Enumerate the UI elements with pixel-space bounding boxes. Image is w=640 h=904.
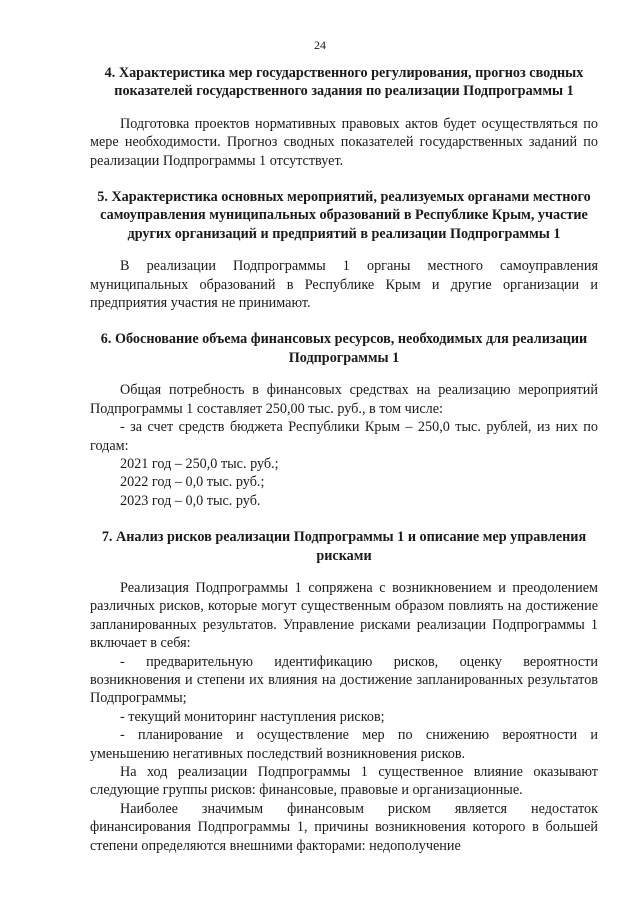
section-heading: 7. Анализ рисков реализации Подпрограммы 1 и описание мер управления рисками	[101, 529, 587, 564]
section-5	[90, 188, 598, 312]
section-heading: 5. Характеристика основных мероприятий, реализуемых органами местного самоуправления муниципальных образований в Республике Крым, участие других организаций и предприятий в реализации Подпрограммы 1	[97, 189, 591, 242]
section-heading: 6. Обоснование объема финансовых ресурсов, необходимых для реализации Подпрограммы 1	[100, 331, 588, 366]
section-6	[90, 330, 598, 510]
section-4	[90, 64, 598, 170]
paragraph: Подготовка проектов нормативных правовых актов будет осуществляться по мере необходимости. Прогноз сводных показателей государственных заданий по реализации Подпрограммы 1 отсутствует.	[90, 115, 598, 169]
paragraph: В реализации Подпрограммы 1 органы местного самоуправления муниципальных образований в Республике Крым и другие организации и предприятия участия не принимают.	[90, 258, 598, 312]
paragraph: - за счет средств бюджета Республики Крым – 250,0 тыс. рублей, из них по годам:	[90, 419, 598, 454]
year-line: 2023 год – 0,0 тыс. руб.	[120, 492, 261, 509]
paragraph: - текущий мониторинг наступления рисков;	[120, 708, 385, 725]
page-content	[90, 64, 598, 855]
paragraph: На ход реализации Подпрограммы 1 существенное влияние оказывают следующие группы рисков: финансовые, правовые и организационные.	[90, 764, 598, 799]
paragraph: Реализация Подпрограммы 1 сопряжена с возникновением и преодолением различных рисков, которые могут существенным образом повлиять на достижение запланированных результатов. Управление рисками реализации Подпрограммы 1 включает в себя:	[90, 579, 598, 652]
paragraph: Наиболее значимым финансовым риском является недостаток финансирования Подпрограммы 1, причины возникновения которого в большей степени определяются внешними факторами: недополучение	[90, 800, 598, 854]
paragraph: Общая потребность в финансовых средствах на реализацию мероприятий Подпрограммы 1 составляет 250,00 тыс. руб., в том числе:	[90, 382, 598, 417]
section-heading: 4. Характеристика мер государственного регулирования, прогноз сводных показателей государственного задания по реализации Подпрограммы 1	[104, 65, 584, 100]
year-line: 2021 год – 250,0 тыс. руб.;	[120, 455, 279, 472]
year-line: 2022 год – 0,0 тыс. руб.;	[120, 474, 265, 491]
paragraph: - предварительную идентификацию рисков, оценку вероятности возникновения и степени их влияния на достижение запланированных результатов Подпрограммы;	[90, 653, 598, 707]
paragraph: - планирование и осуществление мер по снижению вероятности и уменьшению негативных последствий возникновения рисков.	[90, 727, 598, 762]
page-number: 24	[314, 38, 326, 52]
section-7	[90, 528, 598, 855]
